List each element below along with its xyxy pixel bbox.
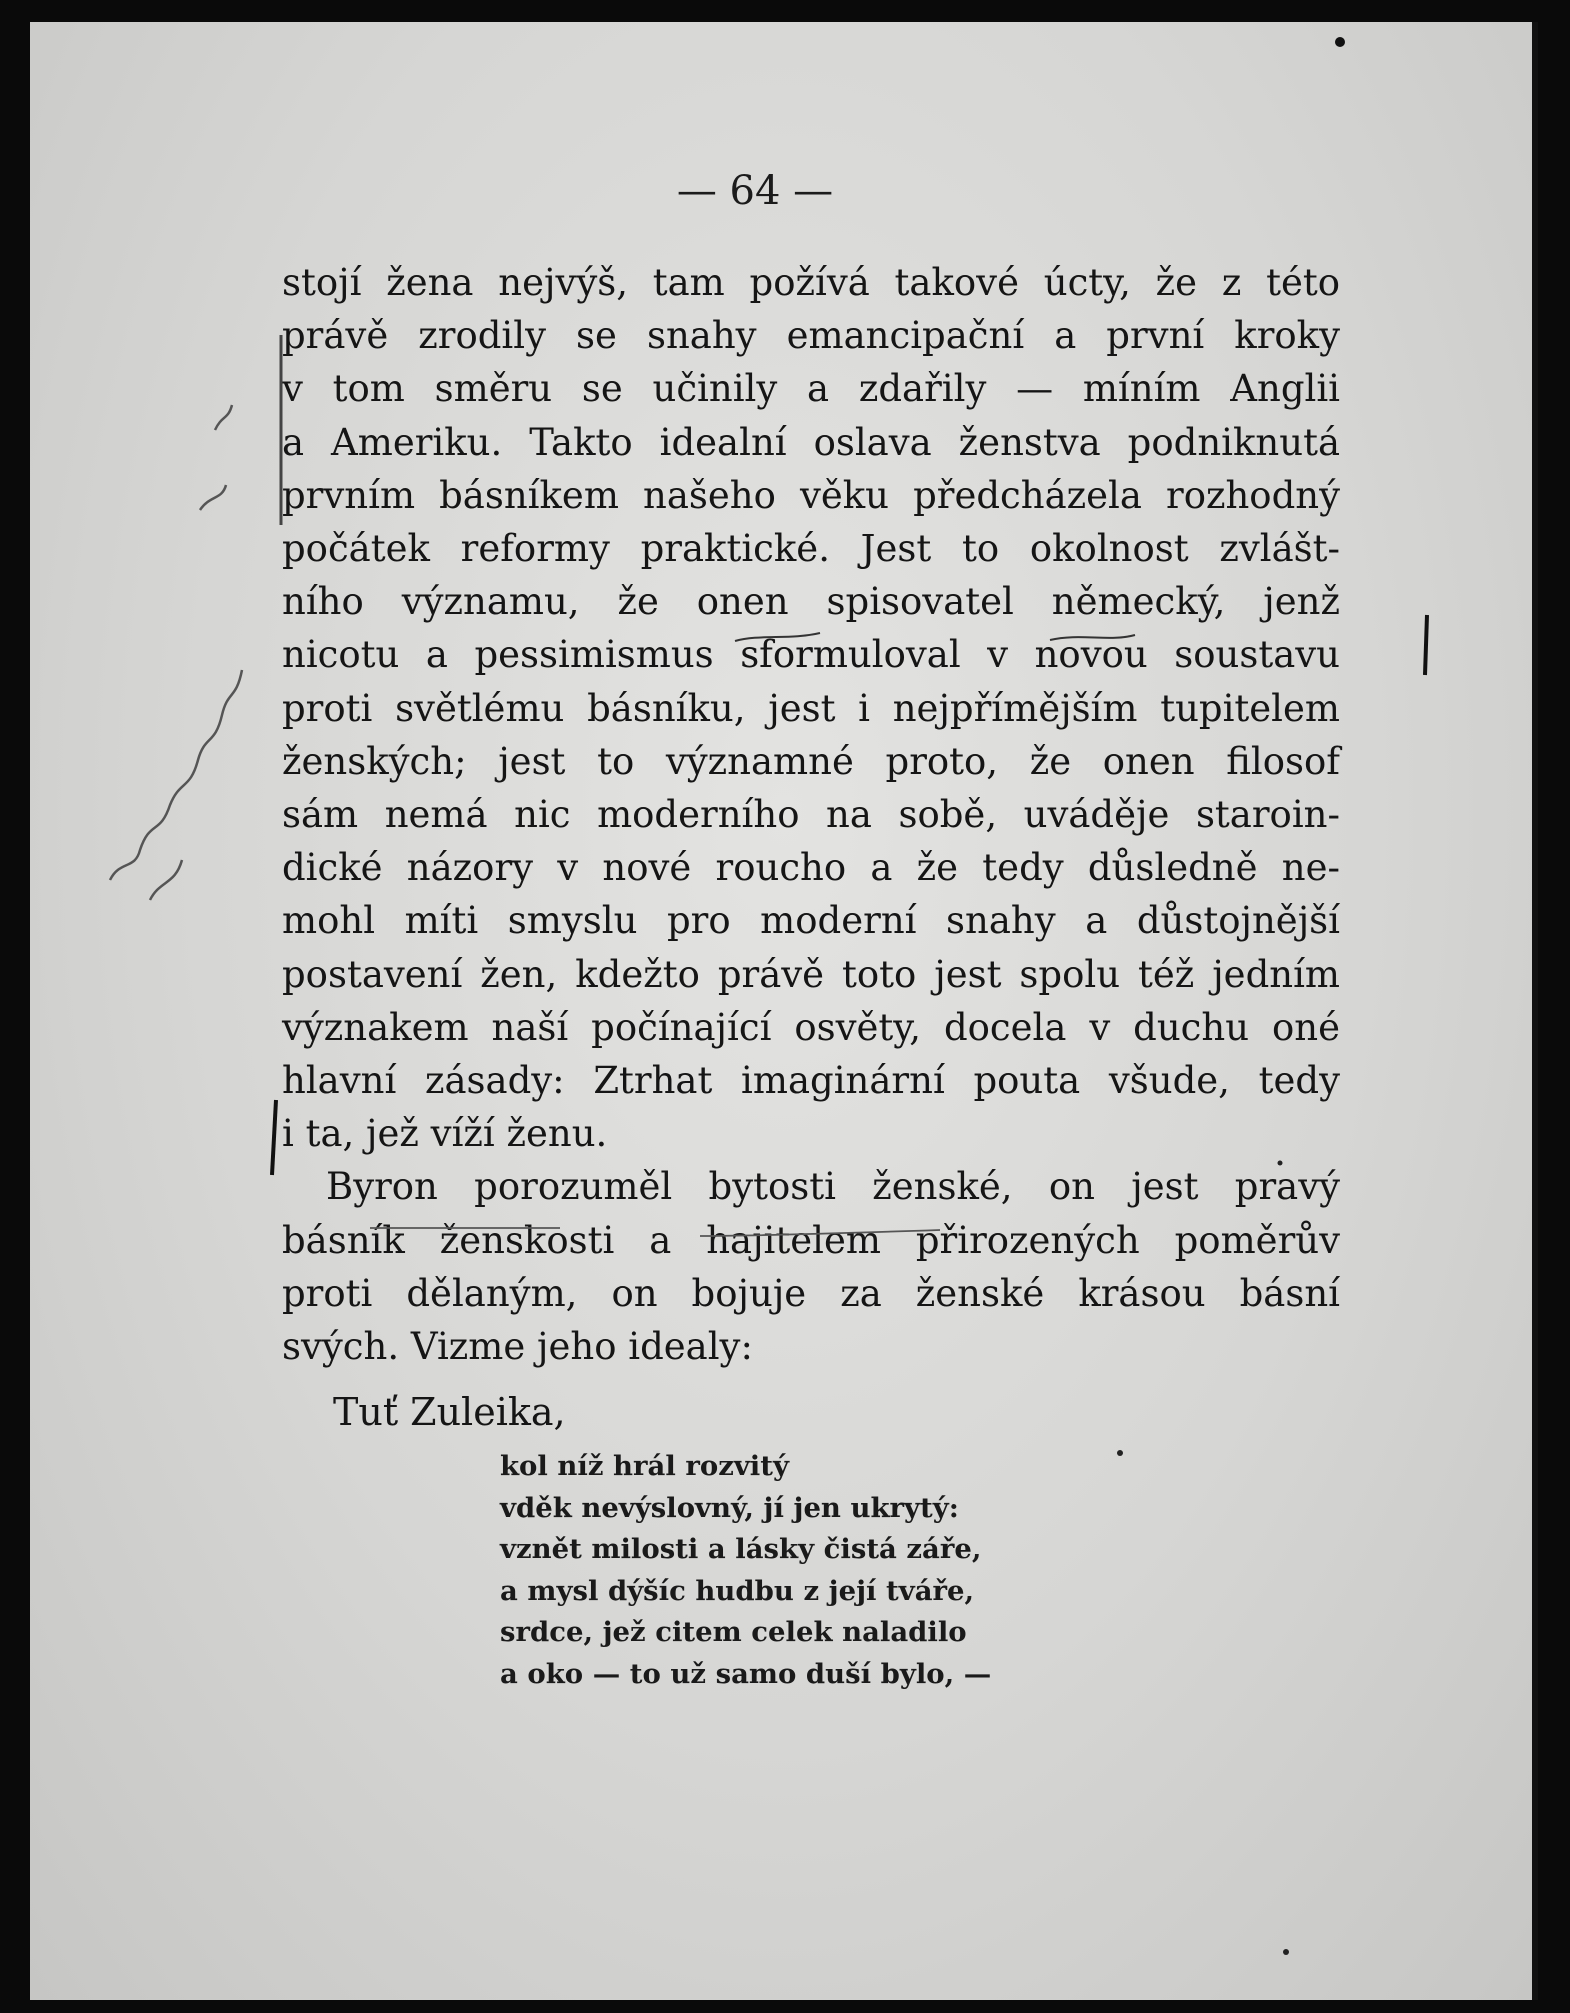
poem-line: srdce, jež citem celek naladilo bbox=[500, 1616, 967, 1649]
text-line: i ta, jež víží ženu. bbox=[282, 1112, 608, 1156]
page-number: — 64 — bbox=[676, 168, 834, 214]
text-line: postavení žen, kdežto právě toto jest spolu též jedním bbox=[282, 952, 1340, 996]
paragraph-2 bbox=[282, 1160, 1340, 1373]
text-line: hlavní zásady: Ztrhat imaginární pouta všude, tedy bbox=[282, 1059, 1340, 1103]
poem-line: vděk nevýslovný, jí jen ukrytý: bbox=[500, 1491, 959, 1524]
poem-stanza bbox=[500, 1446, 991, 1696]
text-line: počátek reformy praktické. Jest to okolnost zvlášt- bbox=[282, 527, 1340, 571]
text-line: mohl míti smyslu pro moderní snahy a důstojnější bbox=[282, 899, 1340, 943]
main-text bbox=[282, 256, 1340, 1373]
text-line: Byron porozuměl bytosti ženské, on jest pravý bbox=[326, 1165, 1340, 1209]
poem-line: kol níž hrál rozvitý bbox=[500, 1450, 789, 1482]
poem-line: vznět milosti a lásky čistá záře, bbox=[500, 1533, 982, 1566]
poem-heading: Tuť Zuleika, bbox=[333, 1390, 566, 1434]
poem-line: a mysl dýšíc hudbu z její tváře, bbox=[500, 1574, 975, 1607]
paragraph-1 bbox=[282, 256, 1340, 1160]
text-line: v tom směru se učinily a zdařily — míním Anglii bbox=[282, 367, 1340, 411]
poem-line: a oko — to už samo duší bylo, — bbox=[500, 1657, 992, 1690]
text-line: a Ameriku. Takto idealní oslava ženstva podniknutá bbox=[282, 420, 1340, 464]
text-line: stojí žena nejvýš, tam požívá takové úcty, že z této bbox=[282, 261, 1340, 304]
text-line: svých. Vizme jeho idealy: bbox=[282, 1325, 753, 1369]
text-line: význakem naší počínající osvěty, docela v duchu oné bbox=[282, 1005, 1340, 1049]
text-line: dické názory v nové roucho a že tedy důsledně ne- bbox=[282, 846, 1340, 890]
text-line: ženských; jest to významné proto, že onen filosof bbox=[282, 739, 1340, 783]
text-line: ního významu, že onen spisovatel německý, jenž bbox=[282, 580, 1340, 624]
text-line: sám nemá nic moderního na sobě, uváděje staroin- bbox=[282, 793, 1340, 837]
text-line: proti světlému básníku, jest i nejpřímějším tupitelem bbox=[282, 686, 1340, 730]
text-line: básník ženskosti a hajitelem přirozených poměrův bbox=[282, 1218, 1340, 1262]
text-line: právě zrodily se snahy emancipační a první kroky bbox=[282, 314, 1340, 358]
text-line: proti dělaným, on bojuje za ženské krásou básní bbox=[282, 1271, 1340, 1315]
text-line: nicotu a pessimismus sformuloval v novou soustavu bbox=[282, 633, 1340, 677]
text-line: prvním básníkem našeho věku předcházela rozhodný bbox=[282, 473, 1340, 517]
